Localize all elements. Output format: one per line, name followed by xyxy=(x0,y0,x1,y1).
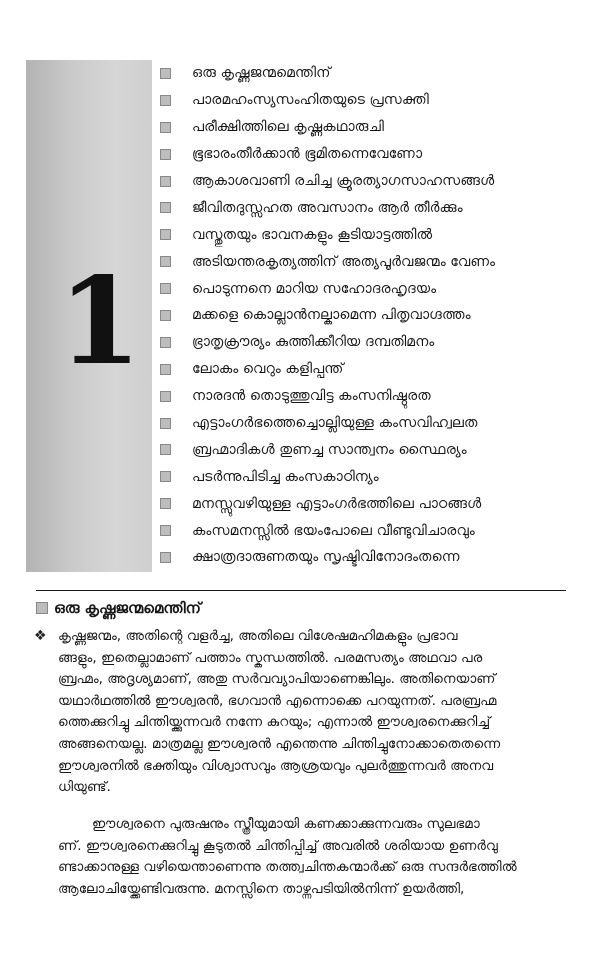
body-paragraph-1 xyxy=(34,626,566,799)
text-line: ത്തെക്കുറിച്ചു ചിന്തിയ്ക്കുന്നവർ നന്നേ കുറയും; എന്നാൽ ഈശ്വരനെക്കുറിച്ച് xyxy=(58,714,491,731)
chapter-contents-list xyxy=(160,60,580,571)
text-line: ങ്ങളും, ഇതെല്ലാമാണ് പത്താം സ്കന്ധത്തിൽ. പരമസത്യം അഥവാ പര xyxy=(58,649,483,666)
contents-item xyxy=(160,463,580,490)
square-bullet-icon xyxy=(160,525,171,536)
contents-item xyxy=(160,410,580,437)
square-bullet-icon xyxy=(160,95,171,106)
square-bullet-icon xyxy=(160,391,171,402)
body-paragraph-2 xyxy=(58,814,566,900)
contents-item-text: വസ്തുതയും ഭാവനകളും കൂടിയാട്ടത്തിൽ xyxy=(192,226,433,243)
contents-item xyxy=(160,490,580,517)
contents-item xyxy=(160,329,580,356)
contents-item xyxy=(160,356,580,383)
square-bullet-icon xyxy=(36,602,48,614)
text-line: ണ്ടാക്കാനുള്ള വഴിയെന്താണെന്നു തത്ത്വചിന്തകന്മാർക്ക് ഒരു സന്ദർഭത്തിൽ xyxy=(58,859,517,876)
contents-item-text: ആകാശവാണി രചിച്ച ക്രൂരത്യാഗസാഹസങ്ങൾ xyxy=(192,173,495,189)
contents-item-text: പരീക്ഷിത്തിലെ കൃഷ്ണകഥാരുചി xyxy=(192,119,384,136)
square-bullet-icon xyxy=(160,176,171,187)
section-heading xyxy=(36,599,201,617)
contents-item xyxy=(160,168,580,195)
text-line: ഈശ്വരനെ പുരുഷനും സ്ത്രീയുമായി കണക്കാക്കുന്നവരും സുലഭമാ xyxy=(92,816,480,832)
contents-item xyxy=(160,544,580,571)
contents-item-text: നാരദൻ തൊടുത്തുവിട്ട കംസനിഷ്ഠുരത xyxy=(192,388,431,405)
contents-item xyxy=(160,517,580,544)
square-bullet-icon xyxy=(160,498,171,509)
text-line: കൃഷ്ണജന്മം, അതിന്റെ വളർച്ച, അതിലെ വിശേഷമഹിമകളും പ്രഭാവ xyxy=(58,628,458,644)
contents-item-text: ബ്രഹ്മാദികൾ തുണച്ച സാന്ത്വനം സ്ഥൈര്യം xyxy=(192,441,467,458)
square-bullet-icon xyxy=(160,552,171,563)
square-bullet-icon xyxy=(160,471,171,482)
square-bullet-icon xyxy=(160,310,171,321)
square-bullet-icon xyxy=(160,337,171,348)
contents-item-text: ഭൂഭാരംതീർക്കാൻ ഭൂമിതന്നെവേണോ xyxy=(192,146,423,163)
contents-item xyxy=(160,87,580,114)
text-line: അങ്ങനെയല്ല. മാത്രമല്ല ഈശ്വരൻ എന്തെന്നു ചിന്തിച്ചുനോക്കാതെതന്നെ xyxy=(58,735,501,752)
square-bullet-icon xyxy=(160,444,171,455)
contents-item xyxy=(160,275,580,302)
contents-item xyxy=(160,141,580,168)
square-bullet-icon xyxy=(160,283,171,294)
contents-item-text: എട്ടാംഗർഭത്തെച്ചൊല്ലിയുള്ള കംസവിഹ്വലത xyxy=(192,415,478,432)
text-line: ഈശ്വരനിൽ ഭക്തിയും വിശ്വാസവും ആശ്രയവും പുലർത്തുന്നവർ അനവ xyxy=(58,757,494,774)
section-divider xyxy=(36,590,566,591)
contents-item-text: കംസമനസ്സിൽ ഭയംപോലെ വീണ്ടുവിചാരവും xyxy=(192,522,475,539)
contents-item-text: പൊടുന്നനെ മാറിയ സഹോദരഹൃദയം xyxy=(192,280,437,297)
text-line: ആലോചിയ്ക്കേണ്ടിവരുന്നു. മനസ്സിനെ താഴ്ന്നപടിയിൽനിന്ന് ഉയർത്തി, xyxy=(58,880,465,897)
contents-item-text: ലോകം വെറും കളിപ്പന്ത് xyxy=(192,361,344,378)
contents-item xyxy=(160,114,580,141)
square-bullet-icon xyxy=(160,68,171,79)
contents-item xyxy=(160,248,580,275)
contents-item xyxy=(160,194,580,221)
contents-item xyxy=(160,221,580,248)
text-line: ണ്. ഈശ്വരനെക്കുറിച്ചു കൂടുതൽ ചിന്തിപ്പിച്ച് അവരിൽ ശരിയായ ഉണർവു xyxy=(58,837,498,854)
contents-item-text: പാരമഹംസ്യസംഹിതയുടെ പ്രസക്തി xyxy=(192,92,429,109)
square-bullet-icon xyxy=(160,364,171,375)
text-line: ധിയുണ്ട്. xyxy=(58,779,111,796)
text-line: ബ്രഹ്മം, അദൃശ്യമാണ്, അതു സർവവ്യാപിയാണെങ്കിലും. അതിനെയാണ് xyxy=(58,671,496,688)
chapter-number: 1 xyxy=(58,251,142,392)
contents-item xyxy=(160,383,580,410)
contents-item-text: മക്കളെ കൊല്ലാൻനല്കാമെന്ന പിതൃവാഗ്ദത്തം xyxy=(192,307,471,324)
contents-item xyxy=(160,60,580,87)
text-line: യഥാർഥത്തിൽ ഈശ്വരൻ, ഭഗവാൻ എന്നൊക്കെ പറയുന്നത്. പരബ്രഹ്മ xyxy=(58,692,497,709)
contents-item-text: ക്ഷാത്രദാരുണതയും സൃഷ്ടിവിനോദംതന്നെ xyxy=(192,549,460,566)
contents-item-text: ഒരു കൃഷ്ണജന്മമെന്തിന് xyxy=(192,65,331,82)
square-bullet-icon xyxy=(160,256,171,267)
contents-item-text: ഭ്രാതൃക്രൗര്യം കുത്തിക്കീറിയ ദമ്പതിമനം xyxy=(192,334,435,351)
section-heading-text: ഒരു കൃഷ്ണജന്മമെന്തിന് xyxy=(54,599,201,617)
square-bullet-icon xyxy=(160,202,171,213)
contents-item xyxy=(160,302,580,329)
contents-item-text: ജീവിതദുസ്സഹത അവസാനം ആർ തീർക്കും xyxy=(192,199,463,216)
contents-item xyxy=(160,436,580,463)
diamond-bullet-icon: ❖ xyxy=(34,628,47,644)
square-bullet-icon xyxy=(160,229,171,240)
square-bullet-icon xyxy=(160,149,171,160)
square-bullet-icon xyxy=(160,122,171,133)
contents-item-text: മനസ്സുവഴിയുള്ള എട്ടാംഗർഭത്തിലെ പാഠങ്ങൾ xyxy=(192,495,482,512)
square-bullet-icon xyxy=(160,418,171,429)
contents-item-text: പടർന്നുപിടിച്ച കംസകാഠിന്യം xyxy=(192,468,379,485)
contents-item-text: അടിയന്തരകൃത്യത്തിന് അത്യപൂർവജന്മം വേണം xyxy=(192,253,496,270)
